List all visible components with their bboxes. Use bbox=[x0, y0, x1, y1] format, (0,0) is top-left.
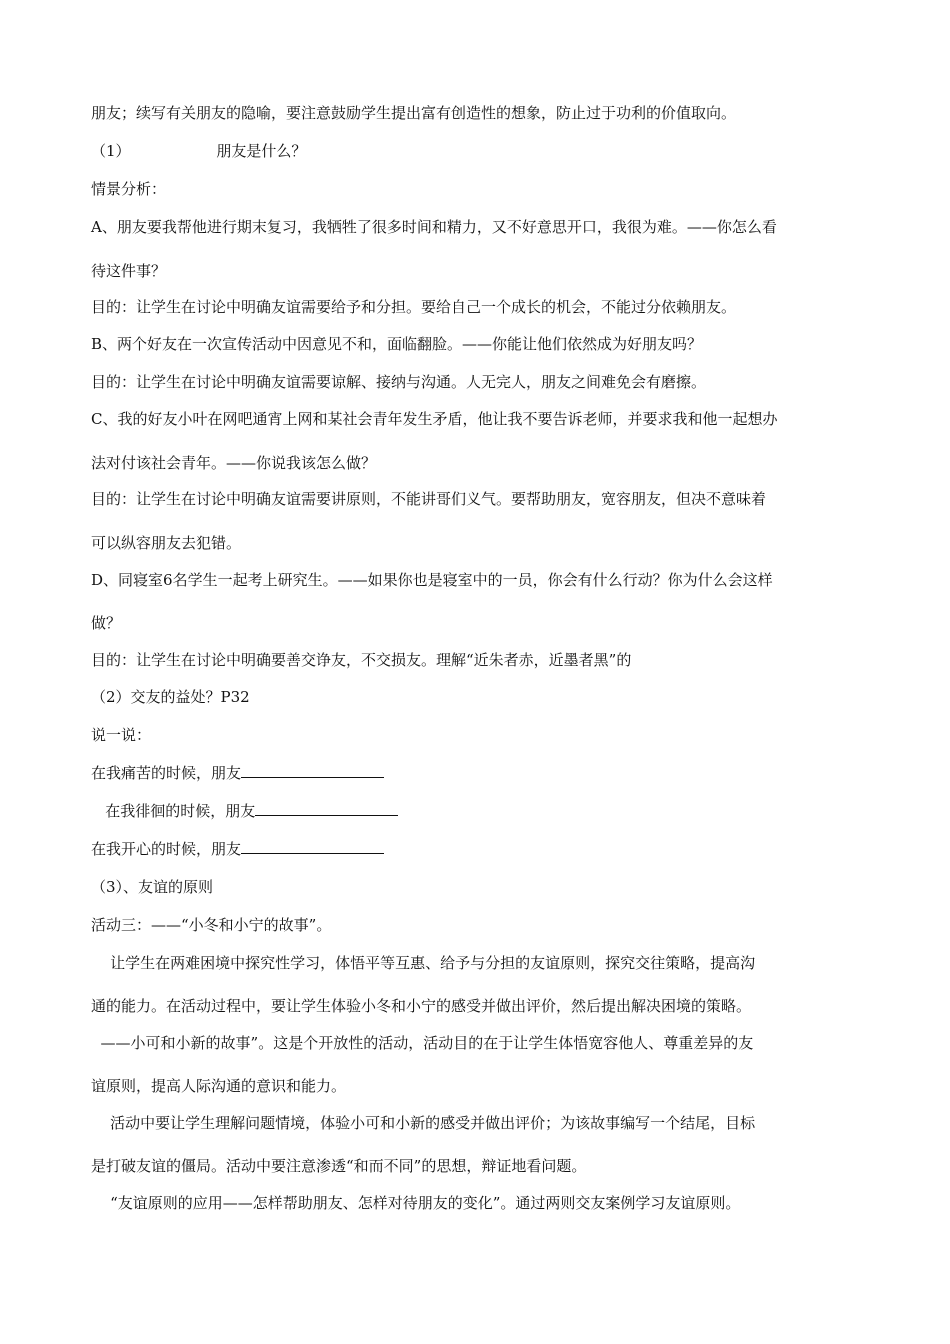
fill-line-1-text: 在我痛苦的时候，朋友 bbox=[91, 764, 242, 782]
scenario-a-line-2: 待这件事？ bbox=[91, 262, 167, 280]
scenario-c-line-2: 法对付该社会青年。——你说我该怎么做？ bbox=[91, 454, 377, 472]
text-line-situation-label: 情景分析： bbox=[91, 180, 167, 198]
scenario-a-line-1: A、朋友要我帮他进行期末复习，我牺牲了很多时间和精力，又不好意思开口，我很为难。——你怎么看 bbox=[91, 218, 777, 236]
question-3-heading: （3）、友谊的原则 bbox=[91, 878, 214, 896]
activity-3-para-3-line-1: 活动中要让学生理解问题情境，体验小可和小新的感受并做出评价；为该故事编写一个结尾，目标 bbox=[91, 1114, 756, 1132]
scenario-d-line-1: D、同寝室6名学生一起考上研究生。——如果你也是寝室中的一员，你会有什么行动？你为什么会这样 bbox=[91, 571, 773, 589]
purpose-b: 目的：让学生在讨论中明确友谊需要谅解、接纳与沟通。人无完人，朋友之间难免会有磨擦。 bbox=[91, 373, 707, 391]
activity-3-para-1-line-2: 通的能力。在活动过程中，要让学生体验小冬和小宁的感受并做出评价，然后提出解决困境的策略。 bbox=[91, 997, 752, 1015]
blank-2 bbox=[255, 801, 398, 816]
fill-line-2 bbox=[91, 801, 398, 821]
activity-3-para-1-line-1: 让学生在两难困境中探究性学习，体悟平等互惠、给予与分担的友谊原则，探究交往策略，提高沟 bbox=[91, 954, 756, 972]
scenario-b: B、两个好友在一次宣传活动中因意见不和，面临翻脸。——你能让他们依然成为好朋友吗？ bbox=[91, 335, 703, 353]
blank-1 bbox=[241, 763, 384, 778]
activity-3-title: 活动三：——“小冬和小宁的故事”。 bbox=[91, 916, 332, 934]
activity-3-para-4: “友谊原则的应用——怎样帮助朋友、怎样对待朋友的变化”。通过两则交友案例学习友谊原则。 bbox=[91, 1194, 741, 1212]
purpose-c-line-2: 可以纵容朋友去犯错。 bbox=[91, 534, 242, 552]
scenario-d-line-2: 做？ bbox=[91, 614, 122, 632]
activity-3-para-2-line-2: 谊原则，提高人际沟通的意识和能力。 bbox=[91, 1077, 347, 1095]
purpose-a: 目的：让学生在讨论中明确友谊需要给予和分担。要给自己一个成长的机会，不能过分依赖朋友。 bbox=[91, 298, 737, 316]
fill-line-1 bbox=[91, 763, 384, 783]
blank-3 bbox=[241, 839, 384, 854]
activity-3-para-2-line-1: ——小可和小新的故事”。这是个开放性的活动，活动目的在于让学生体悟宽容他人、尊重差异的友 bbox=[91, 1034, 754, 1052]
fill-line-2-text: 在我徘徊的时候，朋友 bbox=[91, 802, 256, 820]
fill-line-3 bbox=[91, 839, 384, 859]
purpose-d: 目的：让学生在讨论中明确要善交诤友，不交损友。理解“近朱者赤，近墨者黑”的 bbox=[91, 651, 632, 669]
say-label: 说一说： bbox=[91, 726, 152, 744]
activity-3-para-3-line-2: 是打破友谊的僵局。活动中要注意渗透“和而不同”的思想，辩证地看问题。 bbox=[91, 1157, 587, 1175]
question-2-heading: （2）交友的益处？P32 bbox=[91, 688, 250, 706]
fill-line-3-text: 在我开心的时候，朋友 bbox=[91, 840, 242, 858]
purpose-c-line-1: 目的：让学生在讨论中明确友谊需要讲原则，不能讲哥们义气。要帮助朋友，宽容朋友，但决不意味着 bbox=[91, 490, 767, 508]
scenario-c-line-1: C、我的好友小叶在网吧通宵上网和某社会青年发生矛盾，他让我不要告诉老师，并要求我和他一起想办 bbox=[91, 410, 778, 428]
question-1-heading: （1） 朋友是什么？ bbox=[91, 142, 307, 160]
text-line-1: 朋友；续写有关朋友的隐喻，要注意鼓励学生提出富有创造性的想象，防止过于功利的价值取向。 bbox=[91, 104, 737, 122]
